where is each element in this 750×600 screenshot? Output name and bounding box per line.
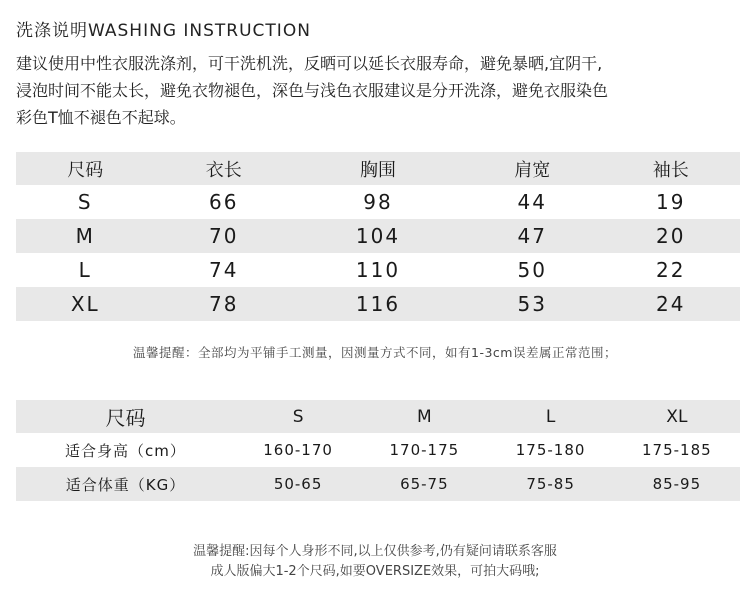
washing-instruction-text [16,50,746,131]
fit-tip-line: 成人版偏大1-2个尺码,如要OVERSIZE效果，可拍大码哦; [210,564,540,579]
table-row [16,287,740,321]
washing-line: 浸泡时间不能太长，避免衣物褪色，深色与浅色衣服建议是分开洗涤，避免衣服染色 [16,81,609,100]
cell-weight-l: 75-85 [487,467,613,501]
cell-size: S [77,190,93,214]
cell-shoulder: 47 [463,219,602,253]
cell-sleeve: 19 [656,190,686,214]
cell-height-s: 160-170 [263,441,333,459]
header-s: S [235,400,361,433]
table-row [16,253,740,287]
cell-shoulder: 53 [463,287,602,321]
cell-weight-xl: 85-95 [614,467,740,501]
table-header-row [16,400,740,433]
header-xl: XL [614,400,740,433]
header-sleeve: 袖长 [601,152,740,185]
header-l: L [487,400,613,433]
cell-length: 78 [155,287,294,321]
measurement-tip: 温馨提醒：全部均为平铺手工测量，因测量方式不同，如有1-3cm误差属正常范围； [133,345,617,360]
cell-length: 74 [209,258,239,282]
cell-sleeve: 24 [601,287,740,321]
cell-length: 70 [155,219,294,253]
cell-shoulder: 44 [517,190,547,214]
fit-tip [0,542,750,582]
row-label-height: 适合身高（cm） [65,441,186,460]
row-label-weight: 适合体重（KG） [16,467,235,501]
washing-line: 建议使用中性衣服洗涤剂，可干洗机洗，反晒可以延长衣服寿命，避免暴晒,宜阴干, [16,54,603,73]
cell-size: L [78,258,92,282]
cell-height-m: 170-175 [389,441,460,459]
cell-sleeve: 20 [601,219,740,253]
size-measurement-table [16,152,740,321]
table-row [16,219,740,253]
header-size: 尺码 [16,400,235,433]
washing-line: 彩色T恤不褪色不起球。 [16,108,186,127]
cell-shoulder: 50 [517,258,547,282]
cell-length: 66 [209,190,239,214]
header-length: 衣长 [155,152,294,185]
table-row [16,185,740,219]
table-row [16,467,740,501]
header-chest: 胸围 [293,152,463,185]
cell-weight-m: 65-75 [361,467,487,501]
cell-height-xl: 175-185 [642,441,712,459]
header-shoulder: 肩宽 [463,152,602,185]
cell-weight-s: 50-65 [235,467,361,501]
header-size: 尺码 [16,152,155,185]
washing-instruction-title: 洗涤说明WASHING INSTRUCTION [16,21,311,41]
cell-chest: 98 [363,190,393,214]
cell-chest: 116 [293,287,463,321]
cell-chest: 104 [293,219,463,253]
cell-chest: 110 [355,258,401,282]
cell-height-l: 175-180 [515,441,586,459]
fit-recommendation-table [16,400,740,501]
header-m: M [361,400,487,433]
cell-size: M [16,219,155,253]
table-row [16,433,740,467]
cell-sleeve: 22 [656,258,686,282]
fit-tip-line: 温馨提醒:因每个人身形不同,以上仅供参考,仍有疑问请联系客服 [193,544,557,559]
cell-size: XL [16,287,155,321]
table-header-row [16,152,740,185]
